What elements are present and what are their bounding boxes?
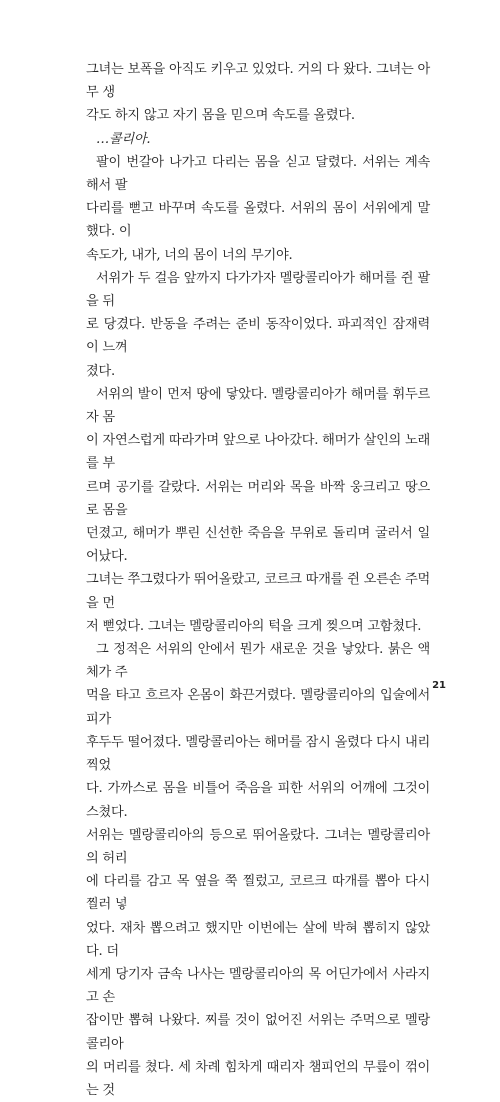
paragraph-2: …콜리아. xyxy=(96,131,151,147)
body-text xyxy=(86,58,430,1102)
paragraph-4: 서위가 두 걸음 앞까지 다가가자 멜랑콜리아가 해머를 쥔 팔을 뒤 로 당겼다. 반동을 주려는 준비 동작이었다. 파괴적인 잠재력이 느껴 졌다. xyxy=(86,270,430,379)
page-number: 21 xyxy=(432,680,446,691)
paragraph-5: 서위의 발이 먼저 땅에 닿았다. 멜랑콜리아가 해머를 휘두르자 몸 이 자연스럽게 따라가며 앞으로 나아갔다. 해머가 살인의 노래를 부 르며 공기를 갈랐다. 서위는 머리와 목을 바짝 웅크리고 땅으로 몸을 던졌고, 해머가 뿌린 신선한 죽음을 무위로 돌리며 굴러서 일어났다. 그녀는 쭈그렸다가 뛰어올랐고, 코르크 따개를 쥔 오른손 주먹을 먼 저 뻗었다. 그녀는 멜랑콜리아의 턱을 크게 찢으며 고함쳤다. xyxy=(86,386,430,634)
paragraph-1: 그녀는 보폭을 아직도 키우고 있었다. 거의 다 왔다. 그녀는 아무 생 각도 하지 않고 자기 몸을 믿으며 속도를 올렸다. xyxy=(86,62,430,124)
paragraph-3: 팔이 번갈아 나가고 다리는 몸을 싣고 달렸다. 서위는 계속해서 팔 다리를 뻗고 바꾸며 속도를 올렸다. 서위의 몸이 서위에게 말했다. 이 속도가, 내가, 너의 몸이 너의 무기야. xyxy=(86,154,430,263)
paragraph-6: 그 정적은 서위의 안에서 뭔가 새로운 것을 낳았다. 붉은 액체가 주 먹을 타고 흐르자 온몸이 화끈거렸다. 멜랑콜리아의 입술에서 피가 후두두 떨어졌다. 멜랑콜리아는 해머를 잠시 올렸다 다시 내리찍었 다. 가까스로 몸을 비틀어 죽음을 피한 서위의 어깨에 그것이 스쳤다. 서위는 멜랑콜리아의 등으로 뛰어올랐다. 그녀는 멜랑콜리아의 허리 에 다리를 감고 목 옆을 쭉 찔렀고, 코르크 따개를 뽑아 다시 찔러 넣 었다. 재차 뽑으려고 했지만 이번에는 살에 박혀 뽑히지 않았다. 더 세게 당기자 금속 나사는 멜랑콜리아의 목 어딘가에서 사라지고 손 잡이만 뽑혀 나왔다. 찌를 것이 없어진 서위는 주먹으로 멜랑콜리아 의 머리를 쳤다. 세 차례 힘차게 때리자 챔피언의 무릎이 꺾이는 것 xyxy=(86,642,430,1098)
